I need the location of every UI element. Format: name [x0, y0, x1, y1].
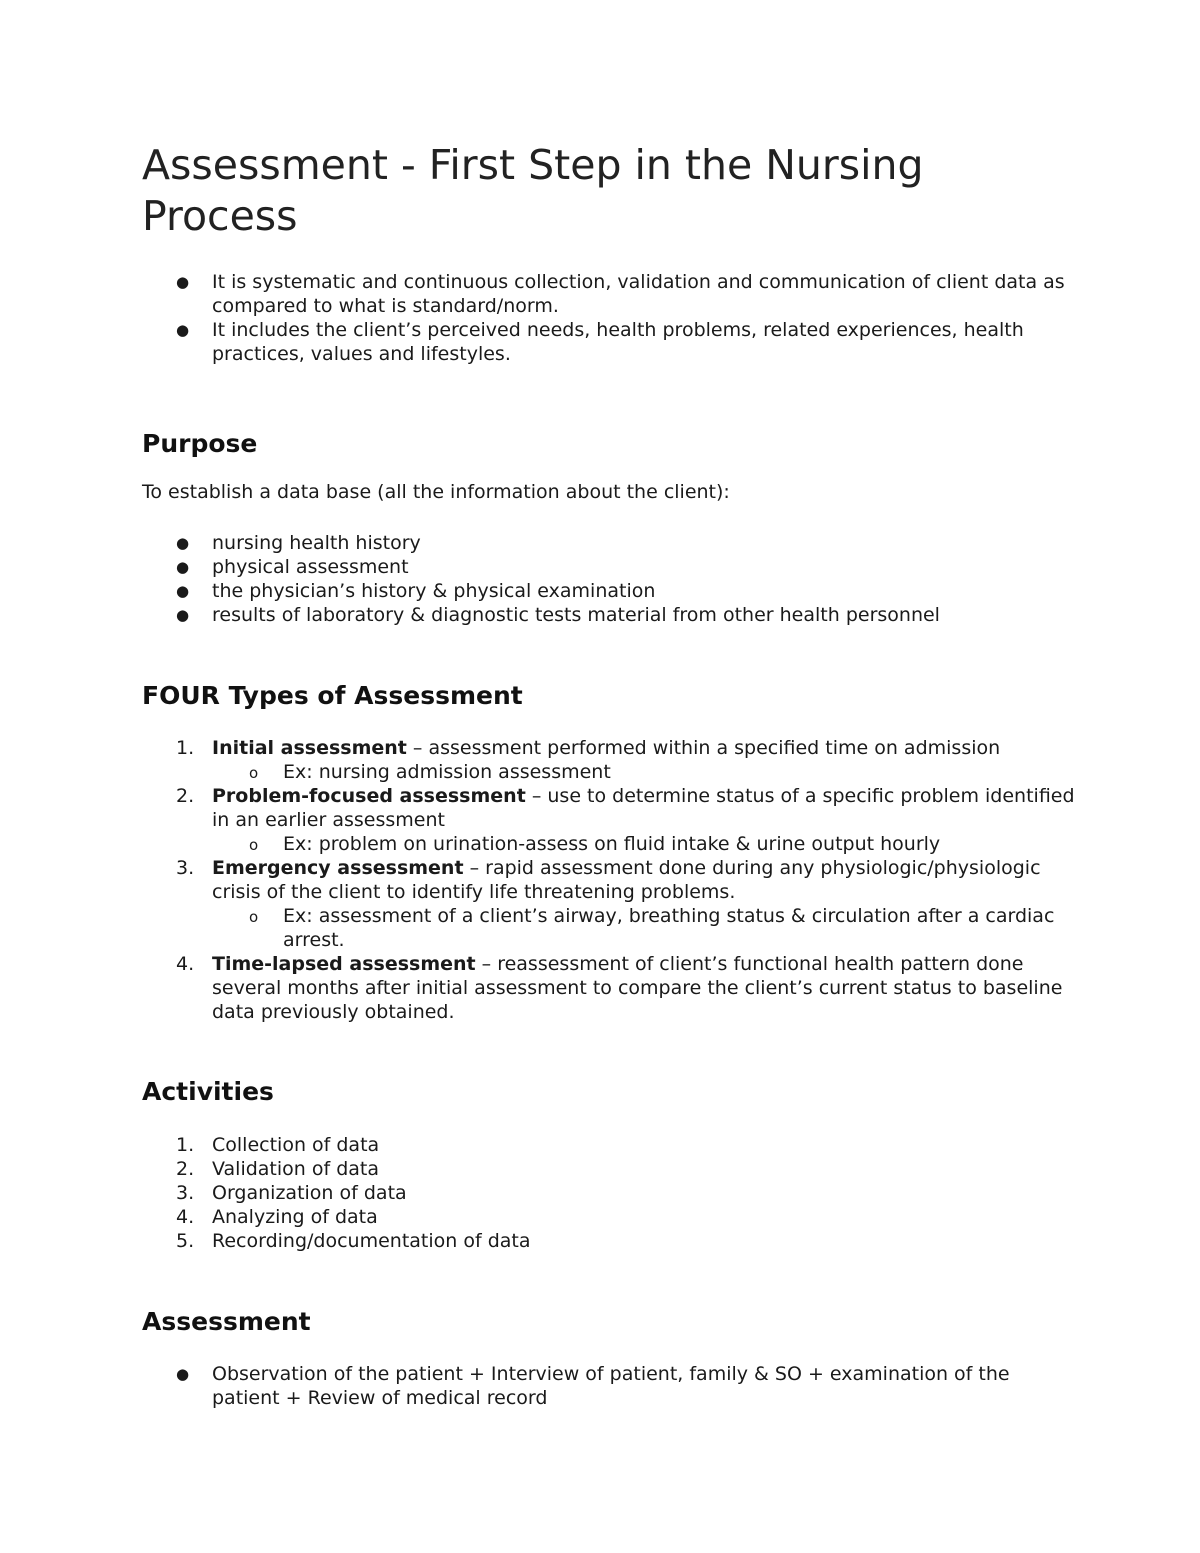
- example-text: Ex: assessment of a client’s airway, breathing status & circulation after a cardiac arrest.: [283, 905, 1055, 951]
- example-text: Ex: nursing admission assessment: [283, 761, 611, 783]
- sub-list-item: [142, 760, 1080, 784]
- list-item-text: It includes the client’s perceived needs, health problems, related experiences, health practices, values and lifestyles.: [212, 319, 1024, 365]
- type-term: Emergency assessment: [212, 857, 464, 879]
- list-item: [142, 1362, 1080, 1410]
- list-item-text: Collection of data: [212, 1134, 380, 1156]
- list-item: [142, 555, 1080, 579]
- section-heading-assessment: Assessment: [142, 1307, 311, 1336]
- sub-bullet-marker: o: [249, 764, 259, 782]
- list-item-text: Observation of the patient + Interview of patient, family & SO + examination of the patient + Review of medical record: [212, 1363, 1010, 1409]
- list-item-text: physical assessment: [212, 556, 409, 578]
- type-description: – use to determine status of a specific problem identified in an earlier assessment: [212, 785, 1075, 831]
- example-text: Ex: problem on urination-assess on fluid intake & urine output hourly: [283, 833, 941, 855]
- type-description: – rapid assessment done during any physiologic/physiologic crisis of the client to identify life threatening problems.: [212, 857, 1041, 903]
- type-term: Problem-focused assessment: [212, 785, 526, 807]
- list-item: [142, 784, 1080, 832]
- list-item: [142, 1205, 1080, 1229]
- list-item-text: Validation of data: [212, 1158, 380, 1180]
- list-item: [142, 531, 1080, 555]
- intro-bullet-list: [142, 270, 1080, 366]
- list-number: 1.: [176, 737, 195, 759]
- section-heading-purpose: Purpose: [142, 429, 258, 458]
- bullet-marker: ●: [176, 534, 190, 552]
- list-number: 4.: [176, 1206, 195, 1228]
- purpose-text: To establish a data base (all the information about the client):: [142, 481, 730, 503]
- sub-bullet-marker: o: [249, 908, 259, 926]
- list-item: [142, 318, 1080, 366]
- page-title: Assessment - First Step in the Nursing Process: [142, 141, 924, 240]
- type-term: Time-lapsed assessment: [212, 953, 476, 975]
- list-number: 2.: [176, 1158, 195, 1180]
- list-item-text: the physician’s history & physical examination: [212, 580, 656, 602]
- sub-bullet-marker: o: [249, 836, 259, 854]
- list-item-text: Analyzing of data: [212, 1206, 378, 1228]
- type-term: Initial assessment: [212, 737, 407, 759]
- list-item: [142, 952, 1080, 1024]
- list-item: [142, 603, 1080, 627]
- type-description: – assessment performed within a specified time on admission: [406, 737, 1001, 759]
- list-number: 3.: [176, 1182, 195, 1204]
- list-number: 2.: [176, 785, 195, 807]
- bullet-marker: ●: [176, 606, 190, 624]
- list-item: [142, 856, 1080, 904]
- bullet-marker: ●: [176, 1365, 190, 1383]
- activities-numbered-list: [142, 1133, 1080, 1253]
- list-item: [142, 736, 1080, 760]
- list-item-text: nursing health history: [212, 532, 421, 554]
- list-item-text: results of laboratory & diagnostic tests material from other health personnel: [212, 604, 940, 626]
- section-heading-types: FOUR Types of Assessment: [142, 681, 523, 710]
- list-item: [142, 1181, 1080, 1205]
- section-heading-activities: Activities: [142, 1077, 274, 1106]
- list-item: [142, 1157, 1080, 1181]
- sub-list-item: [142, 904, 1080, 952]
- list-item-text: Recording/documentation of data: [212, 1230, 531, 1252]
- bullet-marker: ●: [176, 321, 190, 339]
- bullet-marker: ●: [176, 273, 190, 291]
- purpose-bullet-list: [142, 531, 1080, 627]
- list-item: [142, 1133, 1080, 1157]
- bullet-marker: ●: [176, 558, 190, 576]
- assessment-bullet-list: [142, 1362, 1080, 1410]
- bullet-marker: ●: [176, 582, 190, 600]
- list-item-text: Organization of data: [212, 1182, 407, 1204]
- list-number: 4.: [176, 953, 195, 975]
- types-numbered-list: [142, 736, 1080, 1024]
- list-item: [142, 579, 1080, 603]
- list-number: 5.: [176, 1230, 195, 1252]
- list-item-text: It is systematic and continuous collection, validation and communication of client data as compared to what is standard/norm.: [212, 271, 1065, 317]
- list-number: 3.: [176, 857, 195, 879]
- list-item: [142, 1229, 1080, 1253]
- list-item: [142, 270, 1080, 318]
- sub-list-item: [142, 832, 1080, 856]
- list-number: 1.: [176, 1134, 195, 1156]
- type-description: – reassessment of client’s functional health pattern done several months after initial assessment to compare the client’s current status to baseline data previously obtained.: [212, 953, 1063, 1023]
